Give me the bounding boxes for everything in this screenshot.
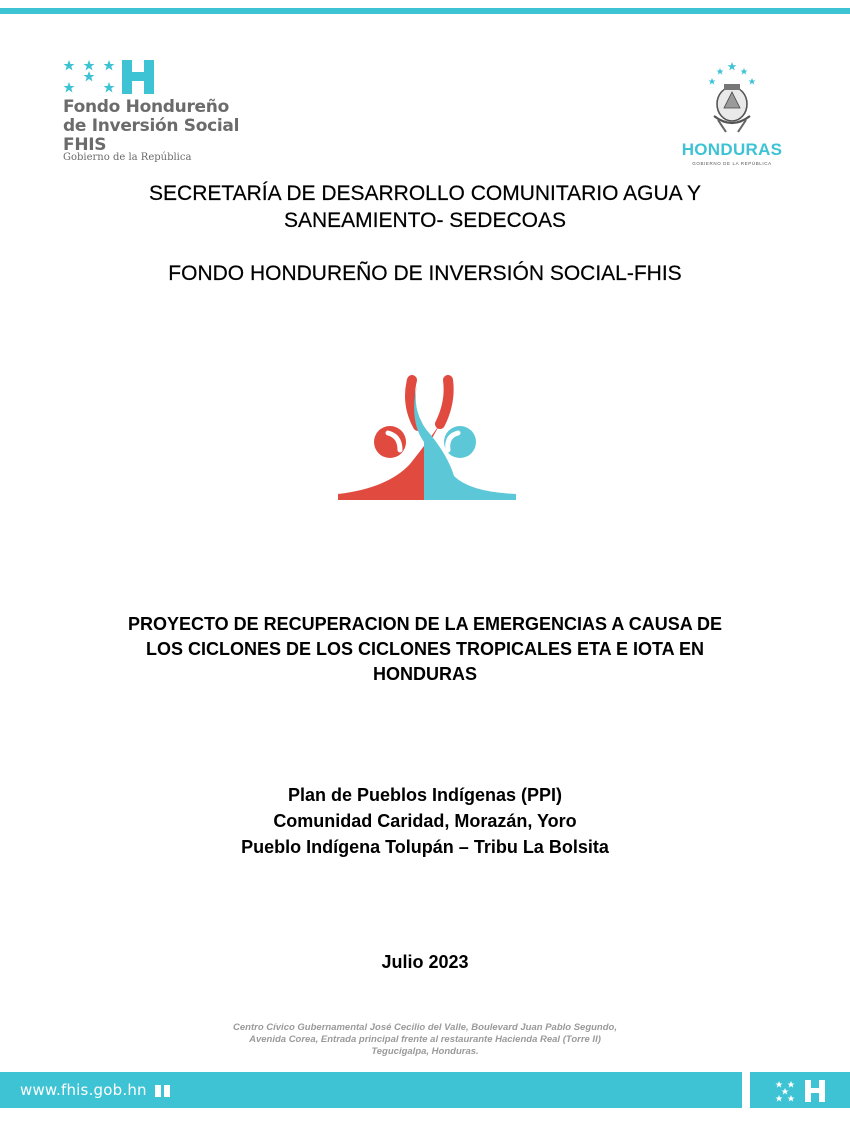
- project-title: PROYECTO DE RECUPERACION DE LA EMERGENCIAS A CAUSA DE LOS CICLONES DE LOS CICLONES TROPICALES ETA E IOTA EN HONDURAS: [127, 614, 723, 684]
- top-accent-bar: [0, 8, 850, 14]
- fhis-logo: [62, 58, 282, 168]
- stars-icon: [62, 58, 122, 98]
- secretariat-title: SECRETARÍA DE DESARROLLO COMUNITARIO AGUA Y SANEAMIENTO- SEDECOAS: [149, 182, 701, 232]
- plan-subtitle: Plan de Pueblos Indígenas (PPI) Comunidad Caridad, Morazán, Yoro Pueblo Indígena Tolupán – Tribu La Bolsita: [241, 785, 609, 857]
- honduras-wordmark: HONDURAS: [681, 140, 783, 159]
- footer-stars-h-icon: [775, 1078, 831, 1104]
- fhis-tagline: Gobierno de la República: [63, 152, 192, 163]
- document-date: Julio 2023: [381, 952, 469, 972]
- fhis-name: Fondo Hondureño de Inversión Social FHIS: [63, 97, 240, 155]
- fhis-title: FONDO HONDUREÑO DE INVERSIÓN SOCIAL-FHIS: [168, 262, 682, 285]
- footer-url-link[interactable]: [20, 1081, 171, 1099]
- honduras-subtitle: GOBIERNO DE LA REPÚBLICA: [692, 161, 772, 166]
- honduras-logo: [676, 60, 788, 170]
- flag-bars-icon: [155, 1084, 171, 1098]
- coat-of-arms-icon: [702, 60, 762, 140]
- h-mark-icon: [120, 58, 156, 96]
- footer-url-text: www.fhis.gob.hn: [20, 1081, 147, 1099]
- community-emblem-icon: [330, 372, 520, 507]
- address-block: Centro Cívico Gubernamental José Cecilio del Valle, Boulevard Juan Pablo Segundo, Avenida Corea, Entrada principal frente al restaurante Hacienda Real (Torre II) Tegucigalpa, Honduras.: [233, 1022, 617, 1057]
